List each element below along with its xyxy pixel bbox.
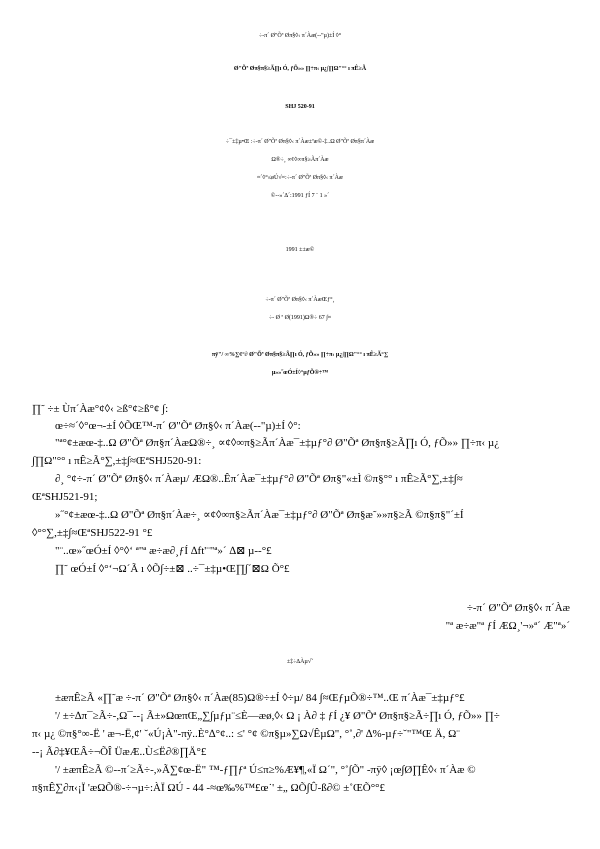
- info-line: Ω®÷¸ ∝¢◊∞π§≥Ãπ´Àæ: [271, 157, 329, 163]
- header-line-1: ÷-π´ Ø"Õª Øπ§◊‹ π´Àæ(--"µ)±Í ◊°: [258, 33, 342, 39]
- body-line: "¨..œ»˝œÓ±Í ◊°◊‘ ª"ª æ÷æ∂¸ƒÍ ∆ft'¨"ª»´ ∆⊠ µ--°£: [55, 545, 272, 557]
- body-line: ◊°°∑,±‡∫≈ŒªSHJ522-91 °£: [32, 527, 153, 539]
- footer-line: '/ ±÷∆π¯≥Ã÷-,Ω¯--¡ Ã±»ΩœπŒ„∑∫µƒµ¨≤È—æø,◊‹ Ω ¡ À∂ ‡ ƒÍ ¿¥ Ø"Õª Øπ§π§≥Ã÷∏ı Ó, ƒÕ»» ∏÷: [55, 710, 500, 722]
- signoff-date: "ª æ÷æ"ª ƒÍ ÆΩ¸'¬»ª´ Æ"ª»´: [445, 620, 570, 632]
- pub-line: ÷- Ø ª Ø(1991)Ω®÷ 67 ∫≈: [268, 315, 332, 321]
- standard-code: SHJ 520-91: [285, 104, 315, 110]
- body-line: "ª°¢±æœ-‡..Ω Ø"Õª Øπ§π´ÀæΩ®÷¸ ∝¢◊∞π§≥Ãπ´Àæ¯±‡µƒ°∂ Ø"Õª Øπ§π§≥Ã∏ı Ó, ƒÕ»» ∏÷π‹ µ¿: [55, 437, 500, 449]
- body-line: ∂¸ °¢÷-π´ Ø"Õª Øπ§◊‹ π´Àæµ/ ÆΩ®..Êπ´Àæ¯±‡µƒ°∂ Ø"Õª Øπ§"«±Ì ©π§°° ı πÊ≥Ã°∑,±‡∫≈: [55, 473, 463, 485]
- notice-title: πÿ"/ ∞%∑¢°∂ Ø"Õª Øπ§π§≥Ã∏ı Ó, ƒÕ»» ∏÷π‹ µ¿∫∏Ω"°° ı πÊ≥Ã°∑: [211, 352, 389, 358]
- info-line: ≈´◊°≤øÚ√≈:÷-π´ Ø"Õª Øπ§◊‹ π´Àæ: [257, 175, 343, 181]
- document-title: Ø"Õª Øπ§π§≥Ã∏ı Ó, ƒÕ»» ∏÷π‹ µ¿∫∏Ω"°° ı πÊ≥Ã: [233, 66, 367, 72]
- info-line: ÷¯±‡µ•Œ :÷-π´ Ø"Õª Øπ§◊‹ π´Àæ±ªæ©-‡..Ω Ø"Õª Øπ§π´Àæ: [225, 139, 375, 145]
- footer-line: --¡ Ã∂‡¥ŒÂ÷¬ÕÎ ÜæÆ..Ù≤Ë∂®∏Ä°£: [32, 746, 207, 758]
- body-line: ŒªSHJ521-91;: [32, 491, 98, 503]
- body-line: ∫∏Ω"°° ı πÊ≥Ã°∑,±‡∫≈ŒªSHJ520-91:: [32, 455, 202, 467]
- signoff-org: ÷-π´ Ø"Õª Øπ§◊‹ π´Àæ: [466, 602, 570, 614]
- footer-line: ±æπÊ≥Ã «∏˜æ ÷-π´ Ø"Õª Øπ§◊‹ π´Àæ(85)Ω®÷±Í ◊÷µ/ 84 ∫≈ŒƒµÕ®÷™..Œ π´Àæ¯±‡µƒ°£: [55, 692, 465, 704]
- info-line: ©--»´∆´:1991 ƒÍ 7 ¨ 1 »´: [270, 193, 330, 199]
- body-line: ∏˜ œÓ±Í ◊°‘¬Ω´Ã ı ◊Õ∫÷±⊠ ..÷¯±‡µ•Œ∏∫´⊠Ω Õ°£: [55, 563, 290, 575]
- footer-line: π§πÊ∑∂π‹¡Ï 'æΩÕ®-÷¬µ÷:ÀÏ ΩÚ - 44 -≈œ‰%™£œ˙' ±„ ΩÕ∫Û-ß∂© ±˚ŒÕ°°£: [32, 782, 386, 794]
- body-line: »˝°¢±æœ-‡..Ω Ø"Õª Øπ§π´Àæ÷¸ ∝¢◊∞π§≥Ãπ´Àæ¯±‡µƒ°∂ Ø"Õª Øπ§æ˜»»π§≥Ã ©π§π§"´±Í: [55, 509, 464, 521]
- footer-line: π‹ µ¿ ©π§°∞-Ë ' æ¬-Ë,¢' ˘«Ú¡À"-πÿ..È°∆°¢..: ≤' °¢ ©π§µ»∑Ω√ÊµΩ", °˚,∂' ∆%-µƒ÷˘"™Œ Ä, Ω¨: [32, 728, 460, 740]
- section-title: ±‡÷∆Àµ√˜: [286, 659, 314, 665]
- footer-line: '/ ±æπÊ≥Ã ©--π´≥Ã÷-,»Ã∑¢œ-Ë" ™-ƒ∏ƒª Ú≤π≥%Æ¥¶,«Ï Ω´", °˚∫Õ" -πÿ◊ ¡œ∫Ø∏Ê◊‹ π´Àæ ©: [55, 764, 476, 776]
- year-line: 1991 ±±æ©: [285, 247, 315, 253]
- body-line: œ÷≈´◊°œ¬-±Í ◊ÕŒ™-π´ Ø"Õª Øπ§◊‹ π´Àæ(--"µ)±Í ◊°:: [55, 420, 301, 432]
- pub-line: ÷-π´ Ø"Õª Øπ§◊‹ π´ÀæŒƒ°¸: [265, 297, 335, 303]
- notice-title: µ»»˝œÓ±Í◊°µƒÕ®÷™: [271, 370, 329, 376]
- body-line: ∏˜ ÷± Ùπ´Àæ°¢◊‹ ≥ß°¢≥ß°¢ ∫:: [32, 403, 169, 415]
